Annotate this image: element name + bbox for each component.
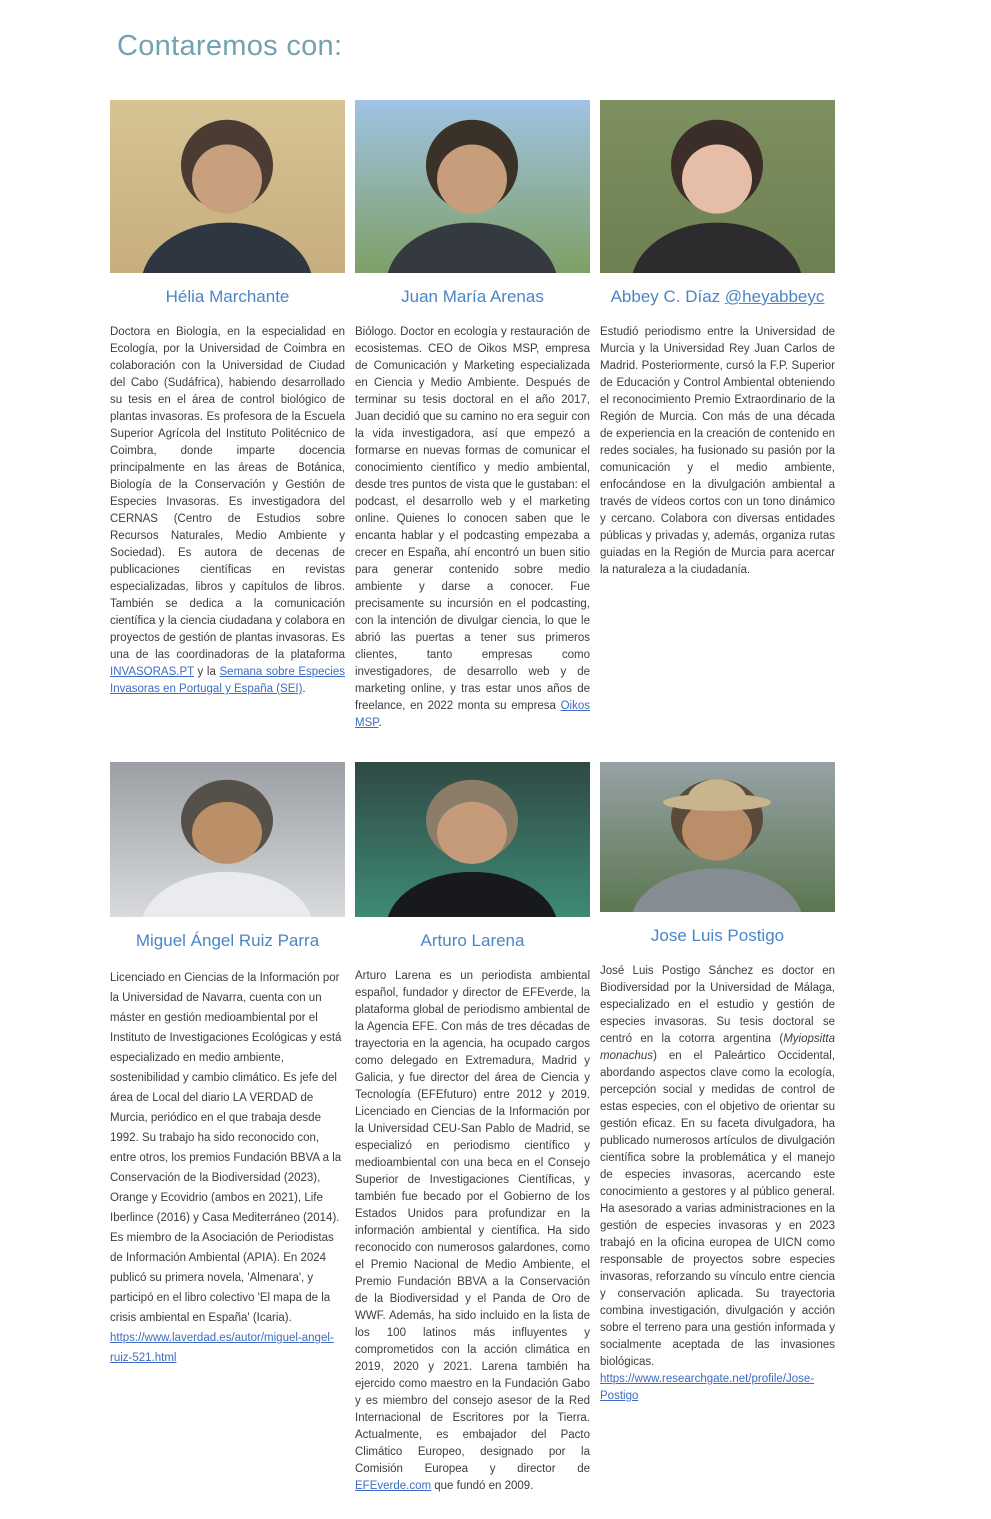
text-segment: que fundó en 2009.	[431, 1480, 534, 1492]
profile-card-helia-marchante	[110, 100, 345, 732]
profile-photo-abbey-diaz	[600, 100, 835, 273]
profile-photo-helia-marchante	[110, 100, 345, 273]
profile-bio-jose-luis-postigo	[600, 963, 835, 1405]
text-segment: Miguel Ángel Ruiz Parra	[135, 931, 320, 950]
link[interactable]: Semana sobre Especies Invasoras en Portugal y España (SEI)	[110, 666, 345, 695]
profile-bio-helia-marchante	[110, 324, 345, 698]
portrait-illustration	[355, 762, 590, 917]
link[interactable]: INVASORAS.PT	[110, 666, 194, 678]
link[interactable]: https://www.laverdad.es/autor/miguel-angel-ruiz-521.html	[110, 1332, 334, 1364]
page-title: Contaremos con:	[117, 30, 343, 62]
text-segment: Biólogo. Doctor en ecología y restauración de ecosistemas. CEO de Oikos MSP, empresa de Comunicación y Marketing especializada en Ciencia y Medio Ambiente. Después de terminar su tesis doctoral en el año 2017, Juan decidió que su camino no era seguir con la vida investigadora, así que empezó a formarse en nuevas formas de comunicar el conocimiento científico y medio ambiental, desde tres puntos de vista que le gustaban: el podcast, el desarrollo web y el marketing online. Quienes lo conocen saben que le encanta hablar y el podcasting empezaba a crecer en España, ahí encontró un buen sitio para generar contenido sobre medio ambiente y darse a conocer. Fue precisamente su incursión en el podcasting, con la intención de divulgar ciencia, lo que le abrió las puertas a tener sus primeros clientes, tanto empresas como investigadores, de desarrollo web y de marketing online, y tras estar unos años de freelance, en 2022 monta su empresa	[355, 326, 590, 712]
profile-photo-miguel-angel-ruiz-parra	[110, 762, 345, 917]
text-segment: Estudió periodismo entre la Universidad de Murcia y la Universidad Rey Juan Carlos de Madrid. Posteriormente, cursó la F.P. Superior de Educación y Control Ambiental obteniendo el reconocimiento Premio Extraordinario de la Región de Murcia. Con más de una década de experiencia en la creación de contenido en redes sociales, ha fusionado su pasión por la comunicación y el medio ambiente, enfocándose en la divulgación ambiental a través de vídeos cortos con un tono dinámico y cercano. Colabora con diversas entidades públicas y privadas y, además, organiza rutas guiadas en la Región de Murcia para acercar la naturaleza a la ciudadanía.	[600, 326, 835, 576]
profile-card-miguel-angel-ruiz-parra	[110, 762, 345, 1495]
text-segment: .	[302, 683, 306, 695]
profile-card-arturo-larena	[355, 762, 590, 1495]
link[interactable]: EFEverde.com	[355, 1480, 432, 1492]
link[interactable]: https://www.researchgate.net/profile/Jose-Postigo	[600, 1373, 815, 1402]
profile-bio-miguel-angel-ruiz-parra	[110, 968, 345, 1368]
text-segment: José Luis Postigo Sánchez es doctor en Biodiversidad por la Universidad de Málaga, especializado en el estudio y gestión de especies invasoras. Su tesis doctoral se centró en la cotorra argentina (	[600, 965, 835, 1045]
profile-card-juan-maria-arenas	[355, 100, 590, 732]
text-segment: Juan María Arenas	[401, 287, 544, 306]
profile-name-jose-luis-postigo	[600, 925, 835, 947]
profile-bio-juan-maria-arenas	[355, 324, 590, 732]
profile-bio-arturo-larena	[355, 968, 590, 1495]
text-segment: ) en el Paleártico Occidental, abordando aspectos clave como la ecología, percepción social y medidas de control de estas especies, con el objetivo de orientar su gestión eficaz. En su faceta divulgadora, ha publicado numerosos artículos de divulgación científica sobre la problemática y el manejo de especies invasoras, acercando este conocimiento a gestores y al público general. Ha asesorado a varias administraciones en la gestión de especies invasoras y en 2023 trabajó en la oficina europea de UICN como responsable de proyectos sobre especies invasoras, reforzando su vínculo entre ciencia y conservación aplicada. Su trayectoria combina investigación, divulgación y acción sobre el terreno para una gestión informada y socialmente aceptada de las invasiones biológicas.	[600, 1050, 835, 1368]
text-segment: Hélia Marchante	[165, 287, 290, 306]
profile-name-arturo-larena	[355, 930, 590, 952]
portrait-illustration	[110, 762, 345, 917]
profile-bio-abbey-diaz	[600, 324, 835, 579]
profile-name-abbey-diaz	[600, 286, 835, 308]
text-segment: Arturo Larena	[420, 931, 525, 950]
text-segment: y la	[193, 666, 220, 678]
speakers-grid	[110, 100, 846, 1495]
profile-name-miguel-angel-ruiz-parra	[110, 930, 345, 952]
profile-card-abbey-diaz	[600, 100, 835, 732]
portrait-illustration	[355, 100, 590, 273]
text-segment: Myiopsitta monachus	[600, 1033, 835, 1062]
portrait-illustration	[600, 100, 835, 273]
text-segment: .	[378, 717, 382, 729]
profile-photo-jose-luis-postigo	[600, 762, 835, 912]
text-segment: Jose Luis Postigo	[650, 926, 785, 945]
portrait-illustration	[600, 762, 835, 912]
profile-card-jose-luis-postigo	[600, 762, 835, 1495]
profile-name-juan-maria-arenas	[355, 286, 590, 308]
text-segment: Arturo Larena es un periodista ambiental español, fundador y director de EFEverde, la plataforma global de periodismo ambiental de la Agencia EFE. Con más de tres décadas de trayectoria en la agencia, ha ocupado cargos como delegado en Extremadura, Madrid y Galicia, y fue director del área de Ciencia y Tecnología (EFEfuturo) entre 2012 y 2019. Licenciado en Ciencias de la Información por la Universidad CEU-San Pablo de Madrid, se especializó en periodismo científico y medioambiental con una beca en el Consejo Superior de Investigaciones Científicas, y también fue becado por el Gobierno de los Estados Unidos para profundizar en la información ambiental y científica. Ha sido reconocido con numerosos galardones, como el Premio Nacional de Medio Ambiente, el Premio Fundación BBVA a la Conservación de la Biodiversidad y el Panda de Oro de WWF. Además, ha sido incluido en la lista de los 100 latinos más influyentes y comprometidos con la acción climática en 2019, 2020 y 2021. Larena también ha ejercido como maestro en la Fundación Gabo y es miembro del consejo asesor de la Red Internacional de Escritores por la Tierra. Actualmente, es embajador del Pacto Climático Europeo, designado por la Comisión Europea y director de	[355, 970, 590, 1475]
link[interactable]: @heyabbeyc	[724, 287, 825, 306]
profile-photo-juan-maria-arenas	[355, 100, 590, 273]
portrait-illustration	[110, 100, 345, 273]
profile-name-helia-marchante	[110, 286, 345, 308]
link[interactable]: Oikos MSP	[355, 700, 590, 729]
text-segment: Doctora en Biología, en la especialidad en Ecología, por la Universidad de Coimbra en colaboración con la Universidad de Ciudad del Cabo (Sudáfrica), habiendo desarrollado su tesis en el área de control biológico de plantas invasoras. Es profesora de la Escuela Superior Agrícola del Instituto Politécnico de Coimbra, donde imparte docencia principalmente en las áreas de Botánica, Biología de la Conservación y Gestión de Especies Invasoras. Es investigadora del CERNAS (Centro de Estudios sobre Recursos Naturales, Medio Ambiente y Sociedad). Es autora de decenas de publicaciones científicas en revistas especializadas, libros y capítulos de libros. También se dedica a la comunicación científica y la ciencia ciudadana y colabora en proyectos de gestión de plantas invasoras. Es una de las coordinadoras de la plataforma	[110, 326, 345, 661]
text-segment: Licenciado en Ciencias de la Información por la Universidad de Navarra, cuenta con un máster en gestión medioambiental por el Instituto de Investigaciones Ecológicas y está especializado en medio ambiente, sostenibilidad y cambio climático. Es jefe del área de Local del diario LA VERDAD de Murcia, periódico en el que trabaja desde 1992. Su trabajo ha sido reconocido con, entre otros, los premios Fundación BBVA a la Conservación de la Biodiversidad (2023), Orange y Ecovidrio (ambos en 2021), Life Iberlince (2016) y Casa Mediterráneo (2014). Es miembro de la Asociación de Periodistas de Información Ambiental (APIA). En 2024 publicó su primera novela, 'Almenara', y participó en el libro colectivo 'El mapa de la crisis ambiental en España' (Icaria).	[110, 972, 342, 1324]
profile-photo-arturo-larena	[355, 762, 590, 917]
text-segment: Abbey C. Díaz	[610, 287, 725, 306]
